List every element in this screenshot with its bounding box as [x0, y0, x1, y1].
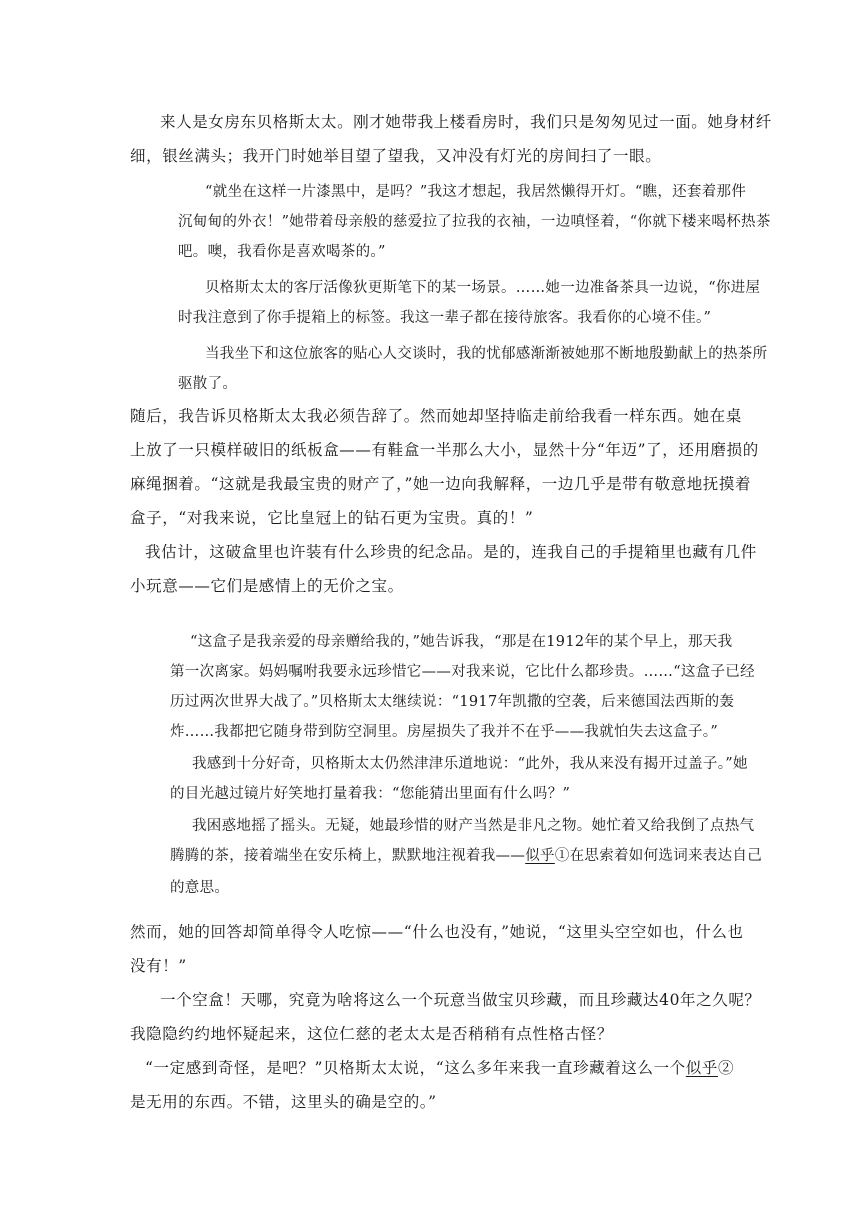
text-line: 第一次离家。妈妈嘱咐我要永远珍惜它——对我来说，它比什么都珍贵。……“这盒子已经 — [170, 664, 755, 680]
text-line: “这盒子是我亲爱的母亲赠给我的，”她告诉我，“那是在1912年的某个早上，那天我 — [190, 634, 733, 650]
text-line: 上放了一只模样破旧的纸板盒——有鞋盒一半那么大小，显然十分“年迈”了，还用磨损的 — [130, 441, 759, 459]
text-line: 的意思。 — [170, 880, 230, 896]
text-line: 我隐隐约约地怀疑起来，这位仁慈的老太太是否稍稍有点性格古怪？ — [130, 1025, 614, 1043]
text-line: 麻绳捆着。“这就是我最宝贵的财产了，”她一边向我解释，一边几乎是带有敬意地抚摸着 — [130, 475, 752, 493]
text-line: 然而，她的回答却简单得令人吃惊——“什么也没有，”她说，“这里头空空如也，什么也 — [130, 923, 744, 941]
underlined-word: 似乎 — [525, 848, 555, 864]
text-line: 没有！” — [130, 957, 187, 975]
text-line: 吧。噢，我看你是喜欢喝茶的。” — [178, 244, 386, 260]
text-line: 历过两次世界大战了。”贝格斯太太继续说：“1917年凯撒的空袭，后来德国法西斯的轰 — [170, 694, 735, 710]
text-line: 小玩意——它们是感情上的无价之宝。 — [130, 577, 404, 595]
underlined-word: 似乎 — [685, 1059, 718, 1077]
text-line: 我困惑地摇了摇头。无疑，她最珍惜的财产当然是非凡之物。她忙着又给我倒了点热气 — [192, 818, 755, 834]
text-line: 随后，我告诉贝格斯太太我必须告辞了。然而她却坚持临走前给我看一样东西。她在桌 — [130, 407, 742, 425]
text-line: 来人是女房东贝格斯太太。刚才她带我上楼看房时，我们只是匆匆见过一面。她身材纤 — [160, 113, 772, 131]
text-line — [170, 844, 762, 865]
text-segment: ①在思索着如何选词来表达自己 — [554, 848, 763, 864]
text-line: 是无用的东西。不错，这里头的确是空的。” — [130, 1093, 437, 1111]
text-line: 炸……我都把它随身带到防空洞里。房屋损失了我并不在乎——我就怕失去这盒子。” — [170, 724, 719, 740]
text-line: 一个空盒！天哪，究竟为啥将这么一个玩意当做宝贝珍藏，而且珍藏达40年之久呢？ — [160, 991, 761, 1009]
footnote-marker: ② — [717, 1059, 735, 1077]
text-line: 时我注意到了你手提箱上的标签。我这一辈子都在接待旅客。我看你的心境不佳。” — [178, 310, 712, 326]
text-line: 沉甸甸的外衣！”她带着母亲般的慈爱拉了拉我的衣袖，一边嗔怪着，“你就下楼来喝杯热茶 — [178, 214, 771, 230]
text-line: 驱散了。 — [178, 376, 238, 392]
text-line: 盒子，“对我来说，它比皇冠上的钻石更为宝贵。真的！” — [130, 509, 534, 527]
text-line: 的目光越过镜片好笑地打量着我：“您能猜出里面有什么吗？” — [170, 786, 571, 802]
text-line: 我估计，这破盒里也许装有什么珍贵的纪念品。是的，连我自己的手提箱里也藏有几件 — [145, 543, 757, 561]
text-line: 当我坐下和这位旅客的贴心人交谈时，我的忧郁感渐渐被她那不断地殷勤献上的热茶所 — [205, 346, 768, 362]
text-line: 贝格斯太太的客厅活像狄更斯笔下的某一场景。……她一边准备茶具一边说，“你进屋 — [205, 280, 761, 296]
text-line — [145, 1056, 734, 1078]
text-line: 细，银丝满头；我开门时她举目望了望我，又冲没有灯光的房间扫了一眼。 — [130, 147, 662, 165]
text-line: “就坐在这样一片漆黑中，是吗？”我这才想起，我居然懒得开灯。“瞧，还套着那件 — [205, 184, 747, 200]
text-segment: “一定感到奇怪，是吧？”贝格斯太太说，“这么多年来我一直珍藏着这么一个 — [145, 1059, 686, 1077]
text-segment: 腾腾的茶，接着端坐在安乐椅上，默默地注视着我—— — [170, 848, 526, 864]
text-line: 我感到十分好奇，贝格斯太太仍然津津乐道地说：“此外，我从来没有揭开过盖子。”她 — [192, 756, 748, 772]
